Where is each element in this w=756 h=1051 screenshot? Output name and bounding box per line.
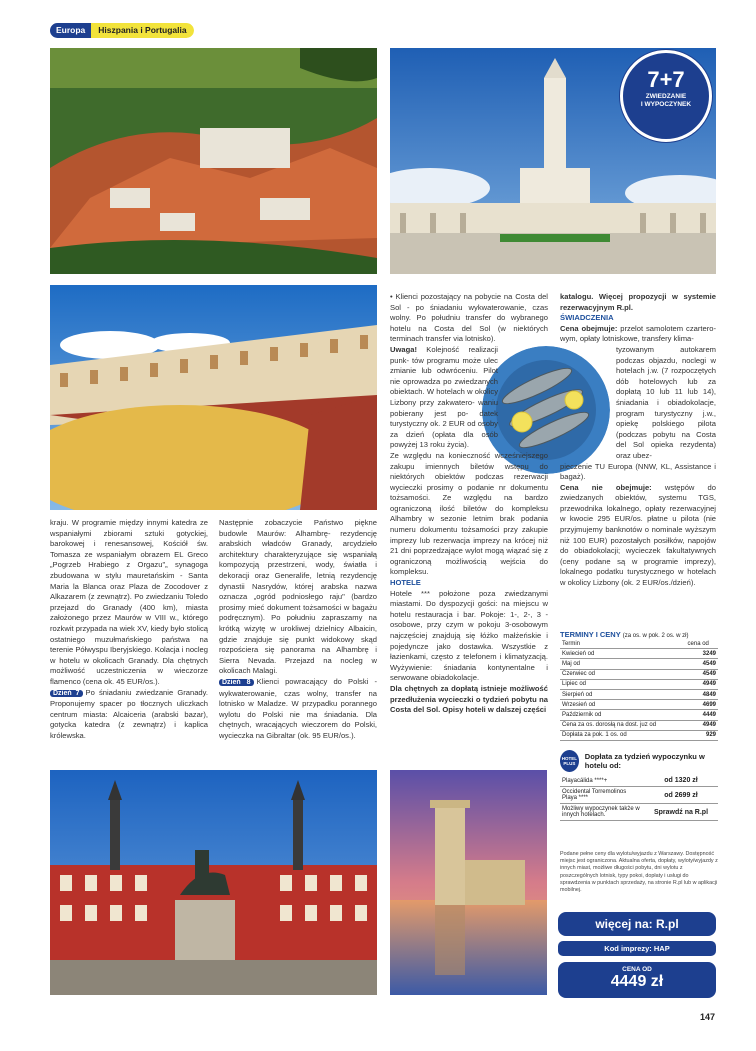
program-paragraph: Po śniadaniu zwiedzanie Granady. Proponujemy spacer po tłocznych uliczkach centrum miasta: Alcaiceria (arabski bazar), gotycka katedra (z zewnątrz) i kaplica królewska. (50, 687, 208, 740)
table-header-cell: cena od (686, 639, 718, 649)
table-row (560, 804, 718, 821)
table-cell: Sierpień od (560, 689, 686, 699)
includes-line: turystyczny j.w., opiekę (616, 408, 716, 429)
region-label: Europa (50, 23, 91, 38)
price-cell: 929 (686, 730, 718, 740)
price-from-label: CENA OD (622, 966, 652, 973)
note-line: Pilot nie oprowadza po (390, 366, 498, 386)
includes-line: hotelowych lub za dopłatą (616, 376, 716, 397)
program-paragraph: kraju. W programie między innymi katedra ze wspaniałymi zbiorami sztuki gotyckiej, barokowej i renesansowej, Kościół św. Tomasza ze wspaniałym obrazem EL Greco „Pogrzeb Hrabiego z Orgazu"„ synagoga zbudowana w stylu mauretańskim - Santa Maria la Blanca oraz Plaza de Zocodover z Alkazarem (z zewnątrz). Po zwiedzaniu Toledo przejazd do Granady (400 km), miasta założonego przez Maurów w VIII w., którego rozkwit przypada na wiek XV, kiedy było stolicą ostatniego muzułmańskiego państwa na terenie Półwyspu Iberyjskiego. Kolacja i nocleg w hotelu w okolicach Granady. Dla chętnych możliwość uczestniczenia w wieczorze flamenco (cena ok. 45 EUR/os.). (50, 518, 208, 686)
price-excludes-label: Cena nie obejmuje: (560, 482, 652, 492)
hotel-price: od 1320 zł (644, 775, 718, 787)
note-line: zmianie lub odwróceniu. (390, 366, 478, 376)
note-line: W hotelach w okolicy (426, 387, 498, 397)
program-paragraph: Następnie zobaczycie Państwo piękne budowle Maurów: Alhambrę- rezydencję arabskich władców Granady, arcydzieło architektury charakteryzujące się wspaniałą kompozycją przestrzeni, wody, światła i dekoracji oraz Generalife, letnią rezydencję dynastii Nasrydów, której arabska nazwa oznacza „ogród podniosłego raju" (bardzo prosimy mieć dokument tożsamości w bagażu podręcznym). Po południu zapraszamy na krótką wizytę w urokliwej dzielnicy Albaicin, gdzie znajduje się punkt widokowy skąd rozpościera się panorama na Alhambrę i Sierra Nevada. Przejazd na nocleg w okolicach Malagi. (219, 518, 377, 676)
extension-paragraph: Dla chętnych za dopłatą istnieje możliwość przedłużenia wycieczki o tydzień pobytu na Costa del Sol. Opisy hoteli w dalszej części (390, 683, 548, 715)
hotel-name: Możliwy wypoczynek także w innych hotelach. (560, 804, 644, 821)
table-row (560, 787, 718, 804)
price-cell: 4549 (686, 669, 718, 679)
program-paragraph: • Klienci pozostający na pobycie na Costa del Sol - po śniadaniu wykwaterowanie, czas wolny. Po południu transfer do wybranego hotelu na Costa del Sol (w niektórych terminach transfer via lotnisko). (390, 292, 548, 344)
table-row (560, 700, 718, 710)
hotel-table (560, 775, 718, 821)
price-cell: 4449 (686, 710, 718, 720)
note-line: zwiedzanych obiektach. (390, 376, 498, 397)
photo-sintra (50, 48, 377, 274)
note-line: Lizbony przy zakwatero- (390, 397, 475, 407)
page-number: 147 (700, 1012, 716, 1022)
note-line: tów programu może ulec (412, 355, 498, 365)
photo-belem-tower (390, 770, 547, 995)
tickets-paragraph: Ze względu na konieczność wcześniejszego zakupu imiennych biletów wstępu do niektórych obiektów podczas rezerwacji wycieczki prosimy o podanie nr dokumentu tożsamości. Ze względu na bardzo ograniczoną ilość biletów do kompleksu Alhambry w sezonie letnim brak podania numeru dokumentu tożsamości przy zakupie imprezy lub rezerwacja imprezy na krócej niż 21 dni poprzedzające wylot mogą wiązać się z ograniczoną możliwością wejścia do kompleksu. (390, 450, 548, 577)
includes-line: j.w. (7 rozpoczętych dób (616, 366, 716, 386)
price-cell: 4849 (686, 689, 718, 699)
price-box (558, 962, 716, 998)
badge-line1: ZWIEDZANIE (645, 93, 687, 100)
day-7-label: Dzień 7 (50, 690, 83, 697)
hotels-heading: HOTELE (390, 578, 421, 588)
table-row (560, 730, 718, 740)
hotels-paragraph: Hotele *** położone poza zwiedzanymi miastami. Do dyspozycji gości: na miejscu w hotelu restauracja i bar. Pokoje: 1-, 2-, 3 - osobowe, przy czym w pokoju 3-osobowym najczęściej znajdują się łóżko małżeńskie i pojedyncze jako dostawka. Wszystkie z łazienkami, często z telefonem i klimatyzacją. Wyżywienie: śniadania kontynentalne i serwowane obiadokolacje. (390, 588, 548, 683)
includes-line: i obiadokolacje, program (616, 397, 716, 418)
hotel-price: Sprawdź na R.pl (644, 804, 718, 821)
note-line: waniu pobierany jest po- (390, 397, 498, 418)
hotel-price: od 2699 zł (644, 787, 718, 804)
table-cell: Kwiecień od (560, 649, 686, 659)
badge-number: 7+7 (647, 67, 685, 92)
hotel-name: Occidental Torremolinos Playa **** (560, 787, 644, 804)
day-8-label: Dzień 8 (219, 679, 254, 686)
table-cell: Cena za os. dorosłą na dost. juz od (560, 720, 686, 730)
prices-subtitle: (za os. w pok. 2 os. w zł) (622, 633, 689, 639)
prices-title: TERMINY I CENY (560, 630, 621, 639)
price-cell: 4949 (686, 720, 718, 730)
note-label: Uwaga! (390, 344, 418, 354)
catalog-note: katalogu. Więcej propozycji w systemie rezerwacyjnym R.pl. (560, 292, 716, 312)
price-cell: 4549 (686, 659, 718, 669)
price-cell: 4699 (686, 700, 718, 710)
table-row (560, 669, 718, 679)
price-from-value: 4449 zł (610, 973, 664, 990)
region-breadcrumb (50, 23, 194, 38)
footnote: Podane pełne ceny dla wylotu/wyjazdu z Warszawy. Dostępność miejsc jest ograniczona. Aktualna oferta, dopłaty, wyloty/wyjazdy z innych miast, możliwe długości pobytu, dni wylotu z poszczególnych lotnisk, typy pokoi, dopłaty i usługi do sprawdzenia w punktach sprzedaży, na stronie R.pl lub w aplikacji mobilnej. (560, 851, 718, 894)
table-header-row (560, 639, 718, 649)
includes-line: pobytu na Costa del Sol (616, 429, 716, 450)
table-row (560, 710, 718, 720)
program-text-col3 (390, 292, 548, 716)
hotel-name: Playacálida ****+ (560, 775, 644, 787)
table-cell: Czerwiec od (560, 669, 686, 679)
table-row (560, 689, 718, 699)
table-row (560, 679, 718, 689)
prices-table (560, 639, 718, 741)
includes-line: polskiego pilota (podczas (616, 419, 716, 439)
hotel-extension-box (560, 750, 720, 821)
table-row (560, 659, 718, 669)
includes-line: opieka rezydenta) oraz ubez- (616, 440, 716, 460)
includes-line: Assistance i bagaż). (560, 461, 716, 482)
table-header-cell: Termin (560, 639, 686, 649)
photo-plaza-mayor (50, 770, 377, 995)
table-row (560, 649, 718, 659)
includes-line: objazdu, noclegi w hotelach (616, 355, 716, 376)
note-line: osób powyżej 13 roku życia). (390, 429, 498, 450)
table-cell: Maj od (560, 659, 686, 669)
includes-line: tyzowanym autokarem podczas (616, 344, 716, 365)
program-text-col2 (219, 518, 377, 741)
hotel-plus-icon: HOTEL PLUS (560, 750, 579, 772)
table-cell: Wrzesień od (560, 700, 686, 710)
price-cell: 3249 (686, 649, 718, 659)
tour-code-label: Kod imprezy: HAP (558, 941, 716, 956)
services-text-col4 (560, 292, 716, 589)
services-heading: ŚWIADCZENIA (560, 313, 614, 323)
table-row (560, 720, 718, 730)
price-includes-label: Cena obejmuje: (560, 323, 618, 333)
includes-line: przelot samolotem czartero- (620, 323, 716, 333)
includes-line: 10 lub 11 lub 14), śniadania (616, 387, 716, 407)
program-text-col1 (50, 518, 208, 741)
table-row (560, 775, 718, 787)
hotel-extension-title: Dopłata za tydzień wypoczynku w hotelu od: (584, 752, 705, 770)
includes-line: pieczenie TU Europa (NNW, KL, (560, 461, 673, 471)
note-line: od osoby za dzień (opłata dla (390, 419, 498, 439)
price-cell: 4949 (686, 679, 718, 689)
table-cell: Lipiec od (560, 679, 686, 689)
badge-line2: I WYPOCZYNEK (640, 101, 692, 108)
includes-line: wym, opłaty lotniskowe, transfery klima- (560, 334, 694, 344)
program-paragraph: Klienci powracający do Polski - wykwaterowanie, czas wolny, transfer na lotnisko w Maladze. W przypadku porannego wylotu do Polski nie ma śniadania. Dla chętnych, wracających wieczorem do Polski, wycieczka na Gibraltar (ok. 95 EUR/os.). (219, 676, 377, 740)
table-cell: Dopłata za pok. 1 os. od (560, 730, 686, 740)
tour-type-badge (620, 50, 712, 142)
table-cell: Październik od (560, 710, 686, 720)
photo-bullring (50, 285, 377, 510)
note-line: datek turystyczny ok. 2 EUR (390, 408, 498, 429)
country-label: Hiszpania i Portugalia (91, 23, 193, 38)
note-line: Kolejność realizacji punk- (390, 344, 498, 365)
prices-section (560, 630, 720, 741)
more-link-button[interactable]: więcej na: R.pl (558, 912, 716, 936)
excludes-text: wstępów do zwiedzanych obiektów, systemu TGS, przewodnika lokalnego, opłaty rezerwacyjnej w kwocie 295 EUR/os. płatne u pilota (nie przyjmujemy banknotów o nominale wyższym niż 100 EUR) pozostałych posiłków, napojów do obiadokolacji; wycieczek fakultatywnych (ceny podane są w programie imprezy), lokalnego podatku turystycznego w hotelach w okolicy Lizbony (ok. 2 EUR/os./dzień). (560, 482, 716, 588)
